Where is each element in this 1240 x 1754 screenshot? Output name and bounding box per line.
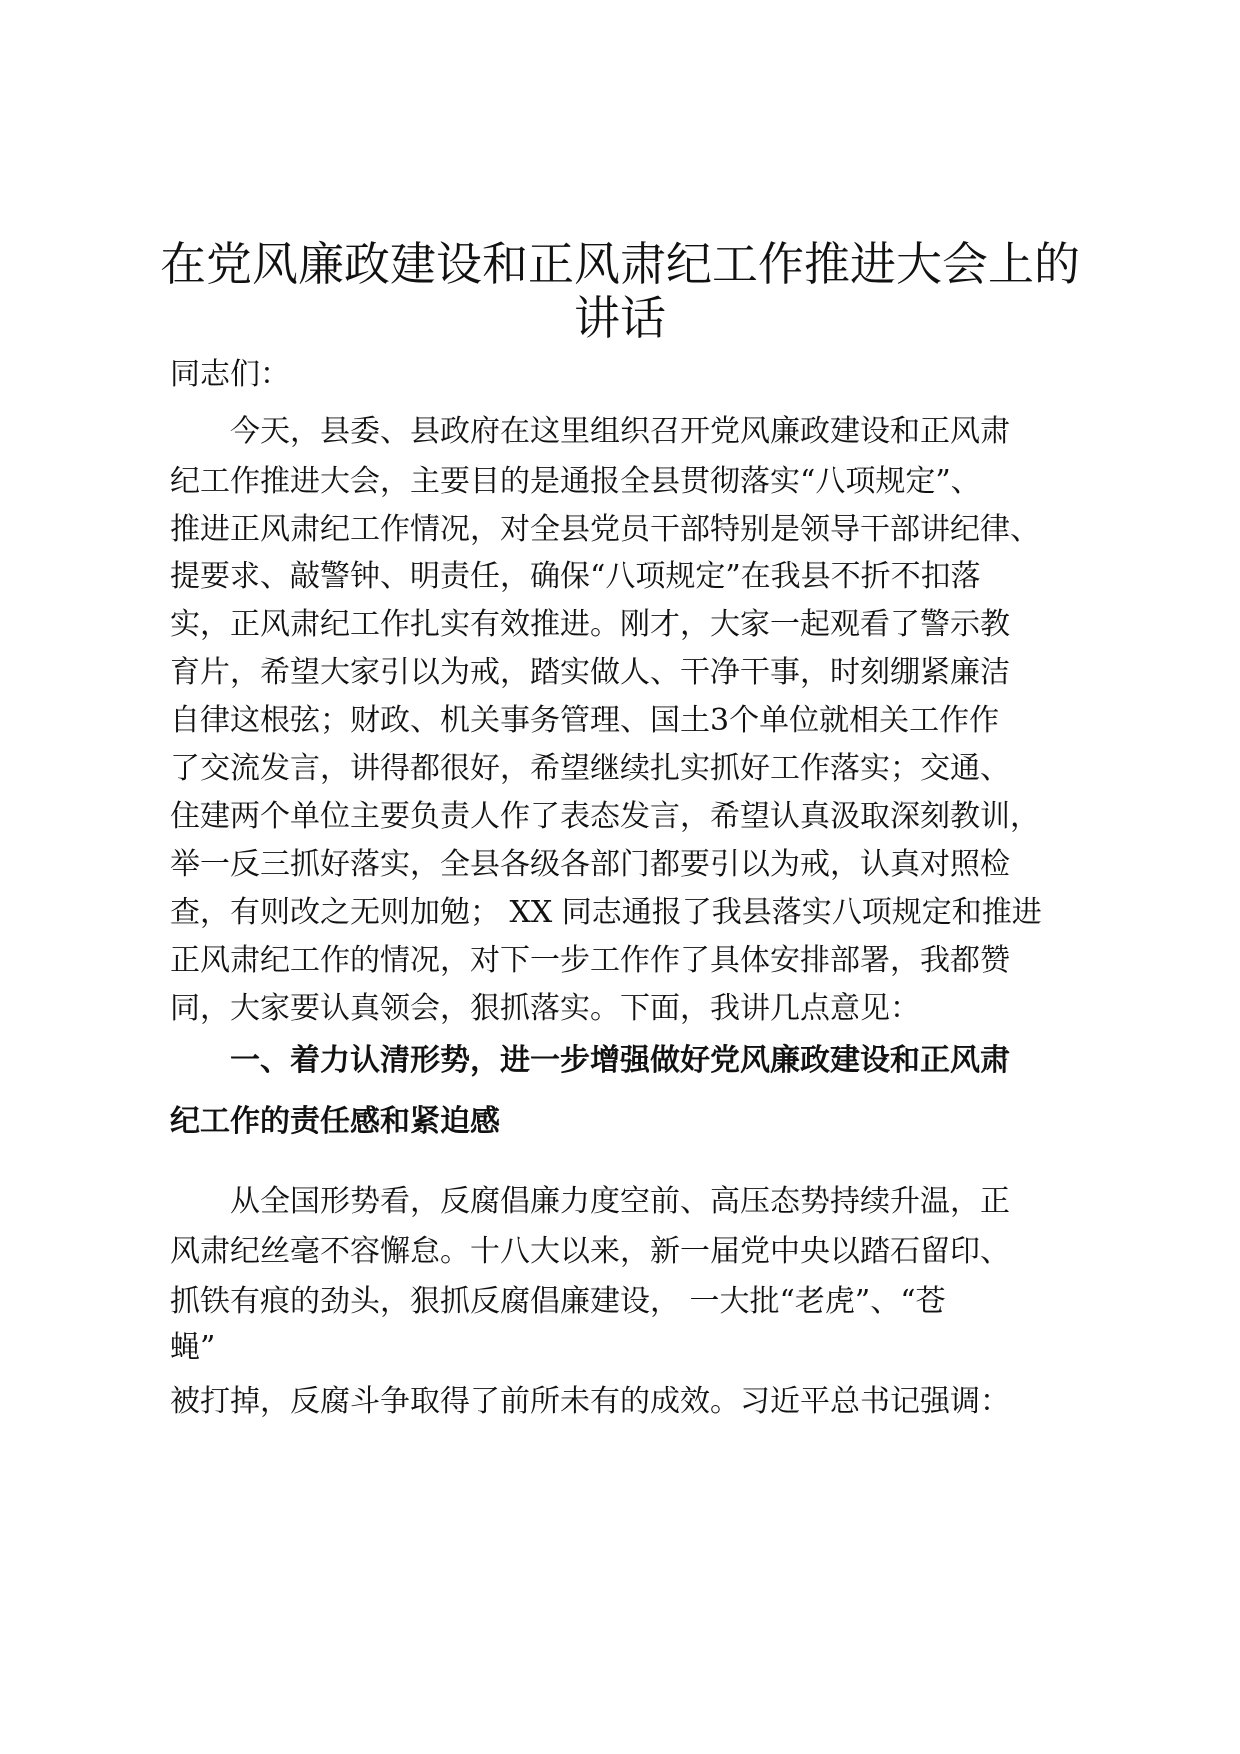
paragraph-1-line: 自律这根弦；财政、机关事务管理、国土3个单位就相关工作作	[170, 703, 1000, 738]
paragraph-2-line: 风肃纪丝毫不容懈怠。十八大以来，新一届党中央以踏石留印、	[170, 1234, 1010, 1269]
paragraph-2-line: 蝇”	[170, 1330, 216, 1365]
section-heading-line-2: 纪工作的责任感和紧迫感	[170, 1104, 500, 1139]
paragraph-1-line: 提要求、敲警钟、明责任，确保“八项规定”在我县不折不扣落	[170, 559, 981, 594]
paragraph-1-line: 了交流发言，讲得都很好，希望继续扎实抓好工作落实；交通、	[170, 751, 1010, 786]
section-heading-line-1: 一、着力认清形势，进一步增强做好党风廉政建设和正风肃	[230, 1043, 1010, 1078]
paragraph-1-line: 育片，希望大家引以为戒，踏实做人、干净干事，时刻绷紧廉洁	[170, 655, 1010, 690]
document-title-line-1: 在党风廉政建设和正风肃纪工作推进大会上的	[160, 237, 1080, 291]
paragraph-1-line: 查，有则改之无则加勉； XX 同志通报了我县落实八项规定和推进	[170, 895, 1042, 930]
paragraph-1-line: 实，正风肃纪工作扎实有效推进。刚才，大家一起观看了警示教	[170, 607, 1010, 642]
paragraph-2-line: 从全国形势看，反腐倡廉力度空前、高压态势持续升温，正	[230, 1184, 1010, 1219]
paragraph-1-line: 正风肃纪工作的情况，对下一步工作作了具体安排部署，我都赞	[170, 943, 1010, 978]
document-title-line-2: 讲话	[574, 291, 666, 345]
paragraph-1-line: 今天，县委、县政府在这里组织召开党风廉政建设和正风肃	[230, 414, 1010, 449]
paragraph-2-line: 被打掉，反腐斗争取得了前所未有的成效。习近平总书记强调：	[170, 1384, 1010, 1419]
paragraph-1-line: 住建两个单位主要负责人作了表态发言，希望认真汲取深刻教训，	[170, 799, 1040, 834]
paragraph-1-line: 纪工作推进大会，主要目的是通报全县贯彻落实“八项规定”、	[170, 464, 981, 499]
paragraph-1-line: 举一反三抓好落实，全县各级各部门都要引以为戒，认真对照检	[170, 847, 1010, 882]
paragraph-1-line: 推进正风肃纪工作情况，对全县党员干部特别是领导干部讲纪律、	[170, 512, 1040, 547]
paragraph-1-line: 同，大家要认真领会，狠抓落实。下面，我讲几点意见：	[170, 991, 920, 1026]
paragraph-2-line: 抓铁有痕的劲头，狠抓反腐倡廉建设， 一大批“老虎”、“苍	[170, 1284, 946, 1319]
salutation: 同志们：	[170, 357, 290, 392]
